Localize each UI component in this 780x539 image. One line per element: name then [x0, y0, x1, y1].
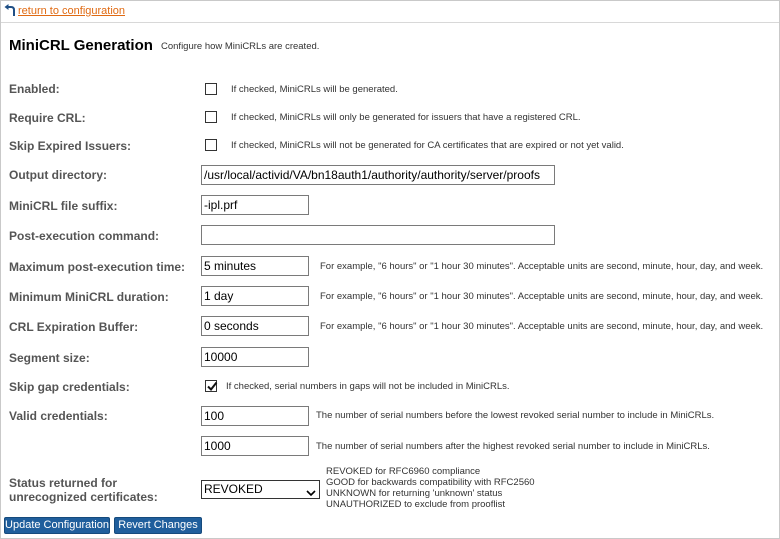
skip-expired-checkbox[interactable]: [205, 139, 217, 151]
crl-buffer-help: For example, "6 hours" or "1 hour 30 minutes". Acceptable units are second, minute, hour, day, and week.: [320, 321, 764, 332]
back-arrow-icon[interactable]: [4, 4, 16, 17]
max-post-time-label: Maximum post-execution time:: [9, 260, 186, 274]
status-returned-select[interactable]: [201, 480, 320, 499]
require-crl-help: If checked, MiniCRLs will only be generated for issuers that have a registered CRL.: [231, 112, 581, 123]
status-option-notes: [326, 466, 535, 510]
skip-gap-label: Skip gap credentials:: [9, 380, 130, 394]
return-to-configuration-link[interactable]: return to configuration: [18, 5, 126, 17]
enabled-help: If checked, MiniCRLs will be generated.: [231, 84, 398, 95]
enabled-checkbox[interactable]: [205, 83, 217, 95]
max-post-time-input[interactable]: [201, 256, 309, 276]
skip-gap-checkbox[interactable]: [205, 380, 217, 392]
checkmark-icon: [206, 380, 218, 392]
status-returned-selected: REVOKED: [204, 482, 263, 496]
post-command-label: Post-execution command:: [9, 229, 160, 243]
segment-size-label: Segment size:: [9, 351, 90, 365]
file-suffix-label: MiniCRL file suffix:: [9, 199, 118, 213]
update-configuration-button[interactable]: Update Configuration: [4, 517, 110, 534]
skip-gap-help: If checked, serial numbers in gaps will not be included in MiniCRLs.: [226, 381, 510, 392]
segment-size-input[interactable]: [201, 347, 309, 367]
min-duration-help: For example, "6 hours" or "1 hour 30 minutes". Acceptable units are second, minute, hour, day, and week.: [320, 291, 764, 302]
chevron-down-icon: [306, 485, 316, 502]
valid-credentials-after-help: The number of serial numbers after the highest revoked serial number to include in MiniCRLs.: [316, 441, 710, 452]
revert-changes-button[interactable]: Revert Changes: [114, 517, 202, 534]
require-crl-label: Require CRL:: [9, 111, 86, 125]
valid-credentials-before-input[interactable]: [201, 406, 309, 426]
max-post-time-help: For example, "6 hours" or "1 hour 30 minutes". Acceptable units are second, minute, hour, day, and week.: [320, 261, 764, 272]
valid-credentials-label: Valid credentials:: [9, 409, 108, 423]
require-crl-checkbox[interactable]: [205, 111, 217, 123]
post-command-input[interactable]: [201, 225, 555, 245]
page-subtitle: Configure how MiniCRLs are created.: [161, 41, 320, 52]
skip-expired-label: Skip Expired Issuers:: [9, 139, 132, 153]
page-title: MiniCRL Generation: [9, 37, 153, 54]
skip-expired-help: If checked, MiniCRLs will not be generated for CA certificates that are expired or not yet valid.: [231, 140, 624, 151]
min-duration-input[interactable]: [201, 286, 309, 306]
crl-buffer-label: CRL Expiration Buffer:: [9, 320, 139, 334]
status-option-note: UNKNOWN for returning 'unknown' status: [326, 488, 503, 499]
top-nav-bar: [1, 1, 779, 23]
valid-credentials-before-help: The number of serial numbers before the lowest revoked serial number to include in MiniCRLs.: [316, 410, 715, 421]
status-option-note: GOOD for backwards compatibility with RFC2560: [326, 477, 535, 488]
min-duration-label: Minimum MiniCRL duration:: [9, 290, 169, 304]
enabled-label: Enabled:: [9, 82, 60, 96]
output-directory-label: Output directory:: [9, 168, 107, 182]
valid-credentials-after-input[interactable]: [201, 436, 309, 456]
status-returned-label-line1: Status returned for: [9, 476, 118, 490]
output-directory-input[interactable]: [201, 165, 555, 185]
file-suffix-input[interactable]: [201, 195, 309, 215]
status-option-note: UNAUTHORIZED to exclude from prooflist: [326, 499, 505, 510]
crl-buffer-input[interactable]: [201, 316, 309, 336]
status-returned-label-line2: unrecognized certificates:: [9, 490, 158, 504]
status-option-note: REVOKED for RFC6960 compliance: [326, 466, 481, 477]
